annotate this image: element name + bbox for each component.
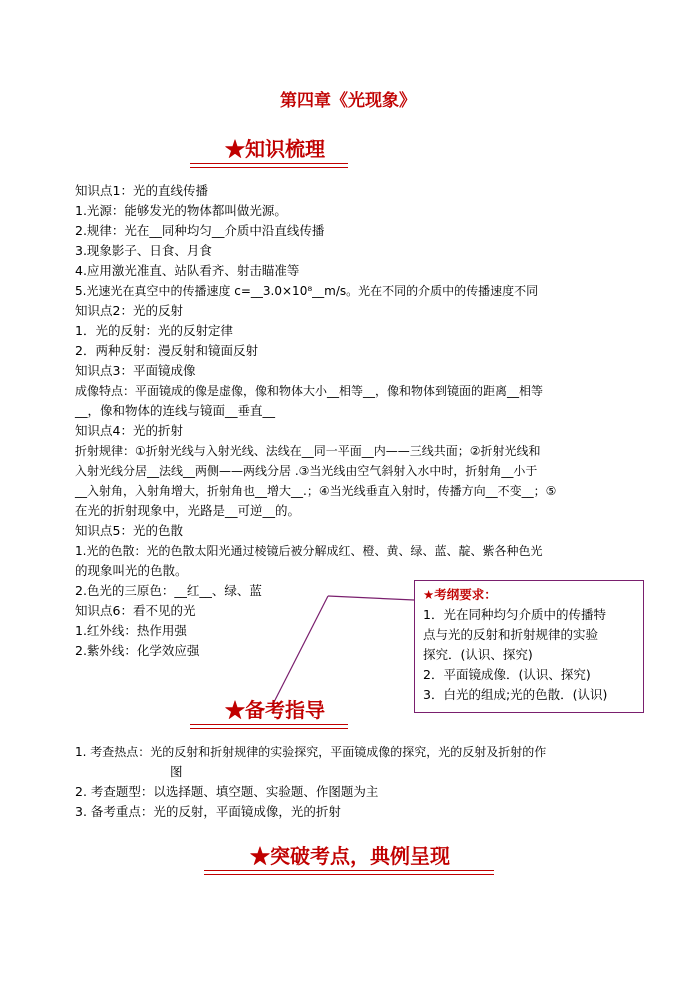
line: 5.光速光在真空中的传播速度 c=__3.0×10⁸__m/s。光在不同的介质中的传播速度不同 — [75, 284, 539, 298]
line: 成像特点：平面镜成的像是虚像，像和物体大小__相等__，像和物体到镜面的距离__相等 — [75, 384, 544, 398]
line: 1. 考查热点：光的反射和折射规律的实验探究，平面镜成像的探究，光的反射及折射的作 — [75, 745, 547, 759]
line: 在光的折射现象中，光路是__可逆__的。 — [75, 503, 301, 518]
line: 知识点4：光的折射 — [75, 423, 183, 438]
section-knowledge-heading: ★知识梳理 — [225, 137, 325, 161]
line: __入射角，入射角增大，折射角也__增大__.；④当光线垂直入射时，传播方向__不变__；⑤ — [75, 484, 557, 498]
exam-requirement-line: 探究．(认识、探究) — [423, 647, 533, 662]
line: 知识点3：平面镜成像 — [75, 363, 196, 378]
line: 图 — [170, 764, 183, 779]
line: 2.色光的三原色：__红__、绿、蓝 — [75, 583, 262, 598]
line: 3.现象影子、日食、月食 — [75, 243, 212, 258]
section-guide-rule-2 — [190, 728, 348, 729]
line: 知识点5：光的色散 — [75, 523, 183, 538]
line: 2．两种反射：漫反射和镜面反射 — [75, 343, 258, 358]
line: 2.紫外线：化学效应强 — [75, 643, 200, 658]
line: 的现象叫光的色散。 — [75, 563, 188, 578]
line: 2. 考查题型：以选择题、填空题、实验题、作图题为主 — [75, 784, 379, 799]
line: 3. 备考重点：光的反射，平面镜成像，光的折射 — [75, 804, 341, 819]
exam-requirement-line: 点与光的反射和折射规律的实验 — [423, 627, 599, 642]
section-guide-rule — [190, 724, 348, 725]
section-breakthrough-heading: ★突破考点，典例呈现 — [250, 844, 450, 868]
exam-requirements-title: ★考纲要求： — [423, 587, 497, 602]
section-guide-heading: ★备考指导 — [225, 698, 325, 722]
guide-content — [75, 742, 655, 822]
line: 1.光的色散：光的色散太阳光通过棱镜后被分解成红、橙、黄、绿、蓝、靛、紫各种色光 — [75, 544, 543, 558]
line: 4.应用激光准直、站队看齐、射击瞄准等 — [75, 263, 300, 278]
exam-requirements-box — [414, 580, 644, 713]
section-breakthrough-rule — [204, 870, 494, 871]
line: 1.光源：能够发光的物体都叫做光源。 — [75, 203, 287, 218]
line: 1.红外线：热作用强 — [75, 623, 187, 638]
exam-requirement-line: 1．光在同种均匀介质中的传播特 — [423, 607, 606, 622]
line: 入射光线分居__法线__两侧——两线分居 .③当光线由空气斜射入水中时，折射角__小于 — [75, 464, 538, 478]
section-breakthrough-rule-2 — [204, 874, 494, 875]
page-title: 第四章《光现象》 — [280, 91, 416, 111]
line: 1．光的反射：光的反射定律 — [75, 323, 233, 338]
line: 知识点1：光的直线传播 — [75, 183, 208, 198]
line: 2.规律：光在__同种均匀__介质中沿直线传播 — [75, 223, 325, 238]
line: __，像和物体的连线与镜面__垂直__ — [75, 403, 276, 418]
exam-requirement-line: 3．白光的组成;光的色散．(认识) — [423, 687, 608, 702]
line: 折射规律：①折射光线与入射光线、法线在__同一平面__内——三线共面；②折射光线和 — [75, 444, 541, 458]
line: 知识点6：看不见的光 — [75, 603, 196, 618]
line: 知识点2：光的反射 — [75, 303, 183, 318]
exam-requirement-line: 2．平面镜成像．(认识、探究) — [423, 667, 591, 682]
